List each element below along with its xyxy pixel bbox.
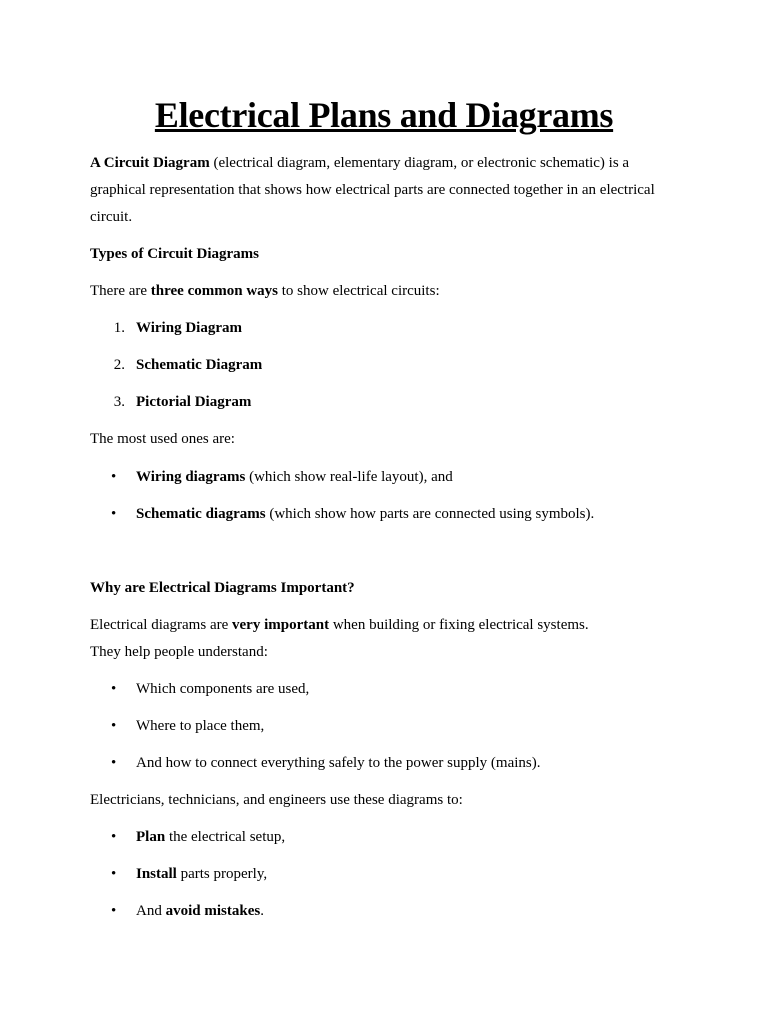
list-item-bold: Install [136,866,177,882]
important-pre: Electrical diagrams are [90,617,233,633]
intro-line-1 [90,150,680,177]
list-item-label: Pictorial Diagram [136,394,252,410]
ways-bold: three common ways [150,283,278,299]
why-heading: Why are Electrical Diagrams Important? [90,580,355,596]
most-used-paragraph: The most used ones are: [90,431,235,447]
intro-line-3: circuit. [90,209,133,225]
bullet-icon: • [111,866,117,882]
bullet-icon: • [111,506,117,522]
important-line-2: They help people understand: [90,644,268,660]
bullet-icon: • [111,718,117,734]
list-item-text [136,861,267,888]
list-item-pre: And [136,903,166,919]
list-item-post: . [260,903,264,919]
list-item-text: Which components are used, [136,681,310,697]
users-paragraph: Electricians, technicians, and engineers use these diagrams to: [90,792,463,808]
list-item-post: parts properly, [176,866,268,882]
list-item-bold: Plan [136,829,166,845]
list-item-text: And how to connect everything safely to the power supply (mains). [136,755,541,771]
list-item-text [136,824,285,851]
list-item-bold: Schematic diagrams [136,506,266,522]
list-item-bold: Wiring diagrams [136,469,246,485]
list-item-label: Schematic Diagram [136,357,263,373]
ways-post: to show electrical circuits: [278,283,440,299]
bullet-icon: • [111,755,117,771]
intro-line-1-rest: (electrical diagram, elementary diagram, or electronic schematic) is a [209,155,630,171]
types-heading: Types of Circuit Diagrams [90,246,260,262]
list-item-text [136,501,594,528]
important-post: when building or fixing electrical systems. [329,617,589,633]
list-item-text [136,464,453,491]
list-item-rest: (which show real-life layout), and [245,469,453,485]
list-item-rest: (which show how parts are connected using symbols). [265,506,595,522]
intro-term: A Circuit Diagram [90,155,210,171]
list-item-post: the electrical setup, [165,829,286,845]
list-number: 2. [113,357,125,373]
bullet-icon: • [111,469,117,485]
important-line-1 [90,612,680,639]
list-item-text: Where to place them, [136,718,265,734]
list-item-label: Wiring Diagram [136,320,242,336]
list-item-text [136,898,264,925]
bullet-icon: • [111,681,117,697]
list-number: 1. [113,320,125,336]
ways-paragraph [90,278,680,305]
ways-pre: There are [90,283,151,299]
bullet-icon: • [111,903,117,919]
intro-line-2: graphical representation that shows how electrical parts are connected together in an electrical [90,182,655,198]
list-number: 3. [113,394,125,410]
bullet-icon: • [111,829,117,845]
important-bold: very important [232,617,330,633]
page-title: Electrical Plans and Diagrams [154,95,614,135]
list-item-bold: avoid mistakes [165,903,261,919]
